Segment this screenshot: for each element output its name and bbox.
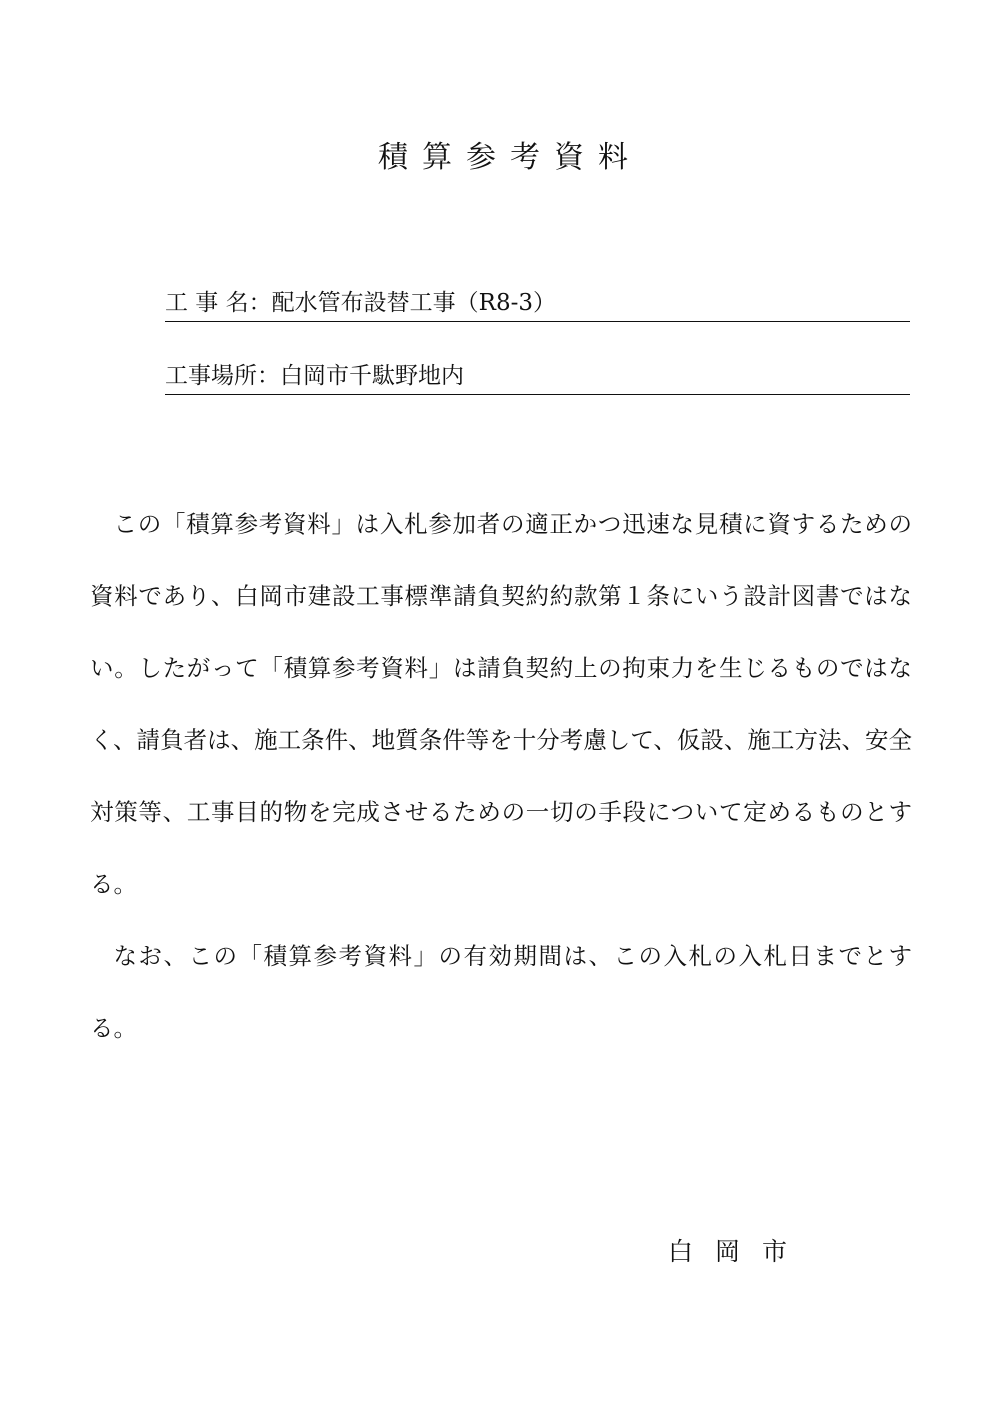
construction-name-value: 配水管布設替工事（R8-3） bbox=[271, 290, 556, 316]
document-title: 積算参考資料 bbox=[378, 140, 642, 175]
body-paragraph-validity: なお、この「積算参考資料」の有効期間は、この入札の入札日までとする。 bbox=[90, 942, 912, 1042]
construction-location-field bbox=[165, 361, 910, 395]
construction-name-field bbox=[165, 288, 910, 322]
construction-location-label: 工事場所 bbox=[165, 363, 257, 389]
construction-location-separator: ： bbox=[257, 363, 280, 389]
construction-location-value: 白岡市千駄野地内 bbox=[280, 363, 464, 389]
construction-name-separator: ： bbox=[248, 290, 272, 316]
construction-name-label: 工 事 名 bbox=[165, 290, 249, 316]
issuer-name: 白岡市 bbox=[668, 1237, 810, 1266]
body-paragraph-disclaimer: この「積算参考資料」は入札参加者の適正かつ迅速な見積に資するための資料であり、白岡市建設工事標準請負契約約款第１条にいう設計図書ではない。したがって「積算参考資料」は請負契約上の拘束力を生じるものではなく、請負者は、施工条件、地質条件等を十分考慮して、仮設、施工方法、安全対策等、工事目的物を完成させるための一切の手段について定めるものとする。 bbox=[90, 510, 912, 898]
